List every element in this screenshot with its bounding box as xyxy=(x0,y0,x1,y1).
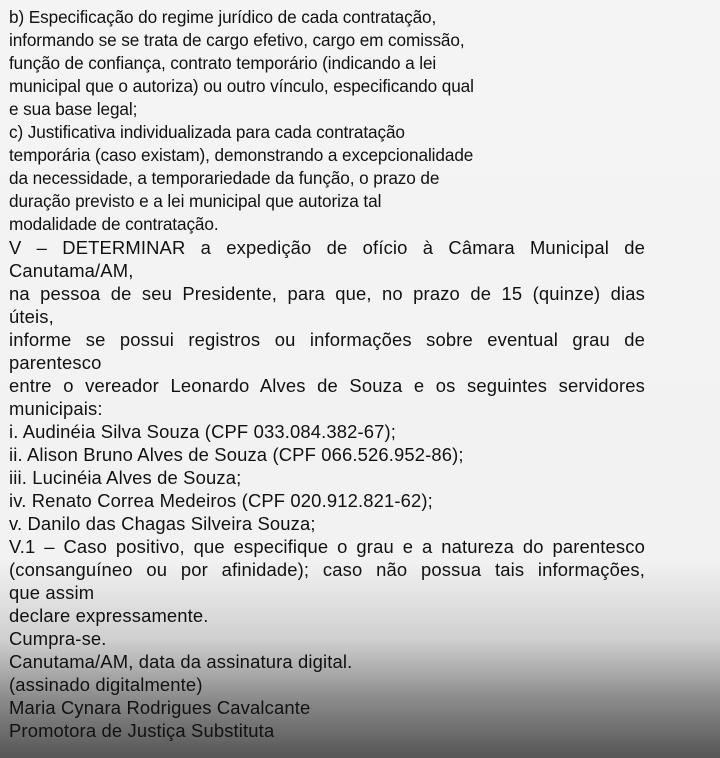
signer-name: Maria Cynara Rodrigues Cavalcante xyxy=(9,697,311,718)
text-line: duração previsto e a lei municipal que autoriza tal xyxy=(9,191,382,211)
text-line: iv. Renato Correa Medeiros (CPF 020.912.821-62); xyxy=(9,490,433,511)
text-line: V.1 – Caso positivo, que especifique o grau e a natureza do parentesco xyxy=(9,536,645,557)
text-line: V – DETERMINAR a expedição de ofício à Câmara Municipal de xyxy=(9,237,645,258)
text-line: b) Especificação do regime jurídico de cada contratação, xyxy=(9,7,437,27)
text-line: (assinado digitalmente) xyxy=(9,674,203,695)
document-text xyxy=(9,6,649,742)
text-line: declare expressamente. xyxy=(9,605,209,626)
text-line: informe se possui registros ou informações sobre eventual grau de xyxy=(9,329,645,350)
text-line: ii. Alison Bruno Alves de Souza (CPF 066.526.952-86); xyxy=(9,444,464,465)
signer-title: Promotora de Justiça Substituta xyxy=(9,720,275,741)
text-line: Canutama/AM, xyxy=(9,260,134,281)
text-line: informando se se trata de cargo efetivo, cargo em comissão, xyxy=(9,30,465,50)
text-line: temporária (caso existam), demonstrando a excepcionalidade xyxy=(9,145,474,165)
text-line: i. Audinéia Silva Souza (CPF 033.084.382-67); xyxy=(9,421,397,442)
text-line: (consanguíneo ou por afinidade); caso não possua tais informações, xyxy=(9,559,645,580)
text-line: que assim xyxy=(9,582,95,603)
text-line: Canutama/AM, data da assinatura digital. xyxy=(9,651,353,672)
text-line: entre o vereador Leonardo Alves de Souza e os seguintes servidores xyxy=(9,375,645,396)
text-line: Cumpra-se. xyxy=(9,628,107,649)
text-line: úteis, xyxy=(9,306,54,327)
text-line: municipal que o autoriza) ou outro vínculo, especificando qual xyxy=(9,76,474,96)
text-line: c) Justificativa individualizada para cada contratação xyxy=(9,122,405,142)
text-line: municipais: xyxy=(9,398,103,419)
text-line: função de confiança, contrato temporário (indicando a lei xyxy=(9,53,437,73)
text-line: e sua base legal; xyxy=(9,99,138,119)
text-line: parentesco xyxy=(9,352,102,373)
text-line: v. Danilo das Chagas Silveira Souza; xyxy=(9,513,316,534)
text-line: na pessoa de seu Presidente, para que, no prazo de 15 (quinze) dias xyxy=(9,283,645,304)
text-line: modalidade de contratação. xyxy=(9,214,219,234)
text-line: da necessidade, a temporariedade da função, o prazo de xyxy=(9,168,440,188)
text-line: iii. Lucinéia Alves de Souza; xyxy=(9,467,242,488)
